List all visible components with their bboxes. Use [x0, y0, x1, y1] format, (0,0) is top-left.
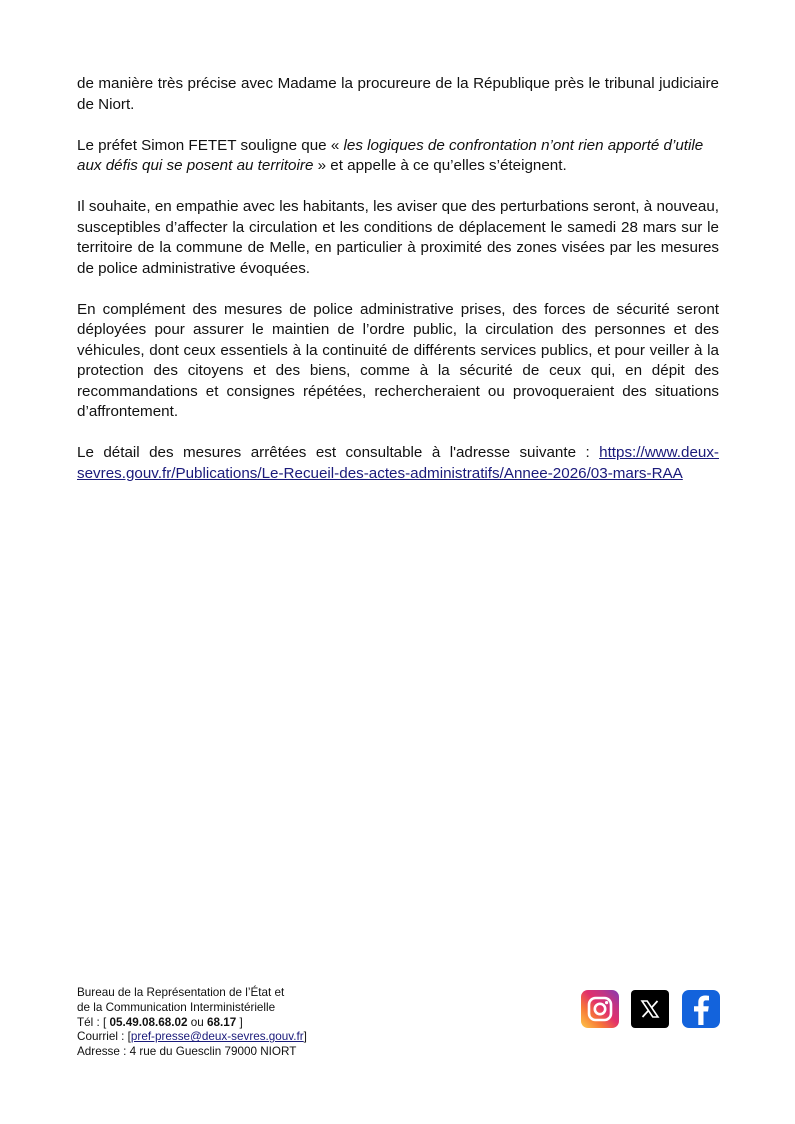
- paragraph-5-text: Le détail des mesures arrêtées est consultable à l'adresse suivante :: [77, 444, 600, 461]
- phone-prefix: Tél : [: [77, 1015, 110, 1029]
- paragraph-2-end: » et appelle à ce qu’elles s’éteignent.: [313, 157, 567, 174]
- prefect-quote: les logiques de confrontation n’ont rien apporté d’utile aux défis qui se posent au territoire: [77, 136, 704, 174]
- paragraph-3: Il souhaite, en empathie avec les habitants, les aviser que des perturbations seront, à nouveau, susceptibles d’affecter la circulation et les conditions de déplacement le samedi 28 mars sur le territoire de la commune de Melle, en particulier à proximité des zones visées par les mesures de police administrative évoquées.: [77, 198, 719, 277]
- press-release-body: [77, 74, 719, 505]
- raa-link[interactable]: https://www.deux-sevres.gouv.fr/Publications/Le-Recueil-des-actes-administratifs/Annee-2026/03-mars-RAA: [77, 444, 719, 482]
- x-icon[interactable]: [631, 990, 669, 1028]
- contact-footer: [77, 986, 307, 1060]
- phone-extension: 68.17: [206, 1015, 237, 1029]
- email-suffix: ]: [303, 1030, 307, 1044]
- facebook-icon[interactable]: [682, 990, 720, 1028]
- paragraph-4: En complément des mesures de police administrative prises, des forces de sécurité seront déployées pour assurer le maintien de l’ordre public, la circulation des personnes et des véhicules, dont ceux essentiels à la continuité de différents services publics, et pour veiller à la protection des citoyens et des biens, comme à la sécurité de ceux qui, en dépit des recommandations et consignes répétées, rechercheraient ou provoqueraient des situations d’affrontement.: [77, 300, 719, 420]
- phone-number: 05.49.08.68.02: [109, 1015, 188, 1029]
- paragraph-2-intro: Le préfet Simon FETET souligne que «: [77, 136, 344, 154]
- paragraph-5: [77, 443, 719, 484]
- email-prefix: Courriel : [: [77, 1030, 131, 1044]
- phone-suffix: ]: [236, 1015, 243, 1029]
- paragraph-2: [77, 136, 719, 177]
- footer-phone: [77, 1016, 307, 1031]
- footer-address: Adresse : 4 rue du Guesclin 79000 NIORT: [77, 1045, 297, 1059]
- footer-bureau-line-2: de la Communication Interministérielle: [77, 1000, 276, 1014]
- paragraph-1: de manière très précise avec Madame la procureure de la République près le tribunal judiciaire de Niort.: [77, 75, 719, 113]
- footer-bureau-line-1: Bureau de la Représentation de l’État et: [77, 986, 285, 999]
- instagram-icon[interactable]: [581, 990, 619, 1028]
- phone-separator: ou: [187, 1015, 207, 1029]
- footer-email: [77, 1030, 307, 1045]
- email-link[interactable]: pref-presse@deux-sevres.gouv.fr: [130, 1030, 304, 1044]
